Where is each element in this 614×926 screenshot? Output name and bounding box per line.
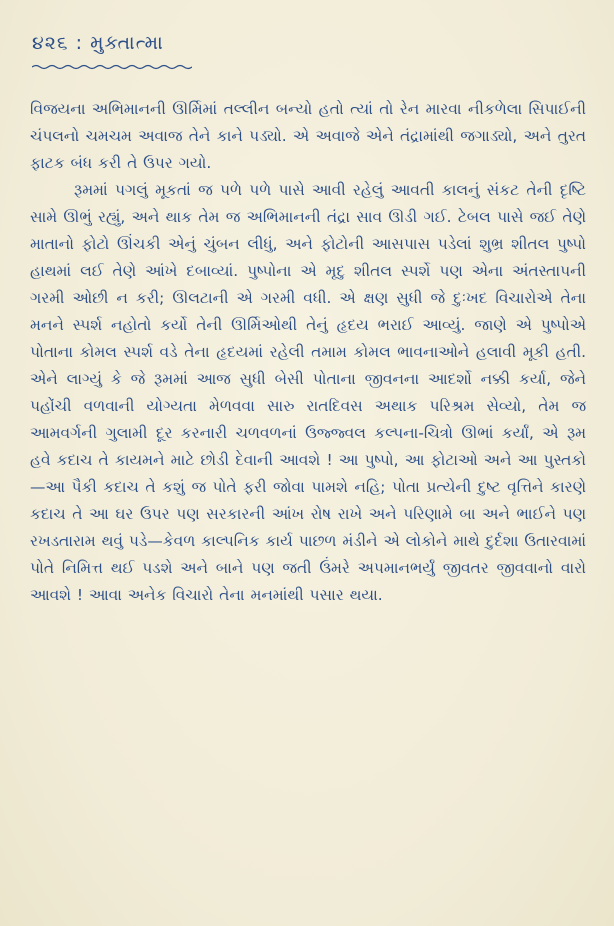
paragraph-1: વિજયના અભિમાનની ઊર્મિમાં તલ્લીન બન્યો હતો ત્યાં તો રેન મારવા નીકળેલા સિપાઈની ચંપલનો ચમચમ અવાજ તેને કાને પડ્યો. એ અવાજે એને તંદ્રામાંથી જગાડ્યો, અને તુરત ફાટક બંધ કરી તે ઉપર ગયો. [30,100,586,172]
decorative-wavy-rule [32,64,192,70]
header-line [32,32,432,54]
running-header [32,32,432,72]
header-separator: : [75,32,84,54]
page-number: ૪૨૬ [32,32,69,54]
paragraph-2: રૂમમાં પગલું મૂકતાં જ પળે પળે પાસે આવી રહેલું આવતી કાલનું સંકટ તેની દૃષ્ટિ સામે ઊભું રહ્યું, અને થાક તેમ જ અભિમાનની તંદ્રા સાવ ઊડી ગઈ. ટેબલ પાસે જઈ તેણે માતાનો ફોટો ઊંચકી એનું ચુંબન લીધું, અને ફોટોની આસપાસ પડેલાં શુભ્ર શીતલ પુષ્પો હાથમાં લઈ તેણે આંખે દબાવ્યાં. પુષ્પોના એ મૃદુ શીતલ સ્પર્શે પણ એના અંતસ્તાપની ગરમી ઓછી ન કરી; ઊલટાની એ ગરમી વધી. એ ક્ષણ સુધી જે દુઃખદ વિચારોએ તેના મનને સ્પર્શ નહોતો કર્યો તેની ઊર્મિઓથી તેનું હૃદય ભરાઈ આવ્યું. જાણે એ પુષ્પોએ પોતાના કોમલ સ્પર્શ વડે તેના હૃદયમાં રહેલી તમામ કોમલ ભાવનાઓને હલાવી મૂકી હતી. એને લાગ્યું કે જે રૂમમાં આજ સુધી બેસી પોતાના જીવનના આદર્શો નક્કી કર્યા, જેને પહોંચી વળવાની યોગ્યતા મેળવવા સારુ રાતદિવસ અથાક પરિશ્રમ સેવ્યો, તેમ જ આમવર્ગની ગુલામી દૂર કરનારી ચળવળનાં ઉજ્જ્વલ કલ્પના-ચિત્રો ઊભાં કર્યાં, એ રૂમ હવે કદાચ તે કાયમને માટે છોડી દેવાની આવશે ! આ પુષ્પો, આ ફોટાઓ અને આ પુસ્તકો—આ પૈકી કદાચ તે કશું જ પોતે ફરી જોવા પામશે નહિ; પોતા પ્રત્યેની દુષ્ટ વૃત્તિને કારણે કદાચ તે આ ઘર ઉપર પણ સરકારની આંખ રોષ રાખે અને પરિણામે બા અને ભાઈને પણ રખડતારામ થવું પડે—કેવળ કાલ્પનિક કાર્ય પાછળ મંડીને એ લોકોને માથે દુર્દશા ઉતારવામાં પોતે નિમિત્ત થઈ પડશે અને બાને પણ જતી ઉંમરે અપમાનભર્યું જીવતર જીવવાનો વારો આવશે ! આવા અનેક વિચારો તેના મનમાંથી પસાર થયા. [30,181,586,604]
book-title: મુક્તાત્મા [90,32,164,54]
body-text [30,96,586,609]
